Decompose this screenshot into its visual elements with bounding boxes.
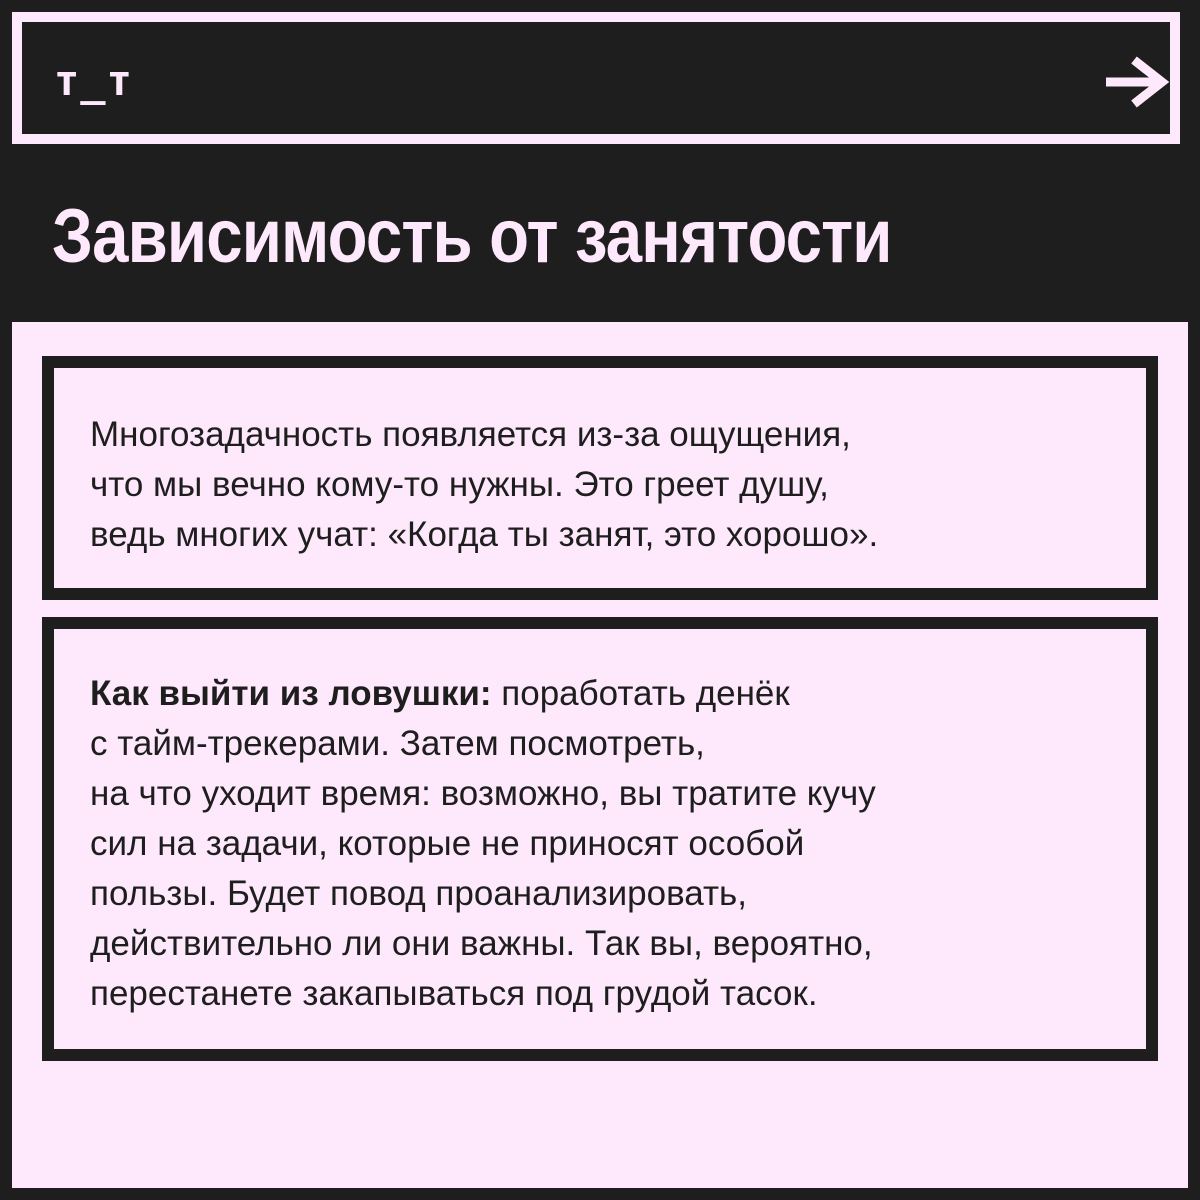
tip-line: пользы. Будет повод проанализировать, — [90, 874, 747, 913]
top-bar — [12, 12, 1180, 144]
tip-line: действительно ли они важны. Так вы, вероятно, — [90, 924, 873, 963]
tip-line: сил на задачи, которые не приносят особой — [90, 824, 805, 863]
tip-card — [42, 617, 1158, 1061]
tip-line: с тайм-трекерами. Затем посмотреть, — [90, 724, 705, 763]
arrow-right-icon[interactable] — [1100, 52, 1170, 112]
intro-line: что мы вечно кому-то нужны. Это греет душу, — [90, 465, 829, 504]
intro-card — [42, 356, 1158, 600]
page-title: Зависимость от занятости — [52, 194, 892, 279]
tip-line: на что уходит время: возможно, вы тратите кучу — [90, 774, 876, 813]
tip-lead-bold: Как выйти из ловушки: — [90, 674, 492, 713]
tip-lead-rest: поработать денёк — [491, 674, 790, 713]
tip-line: перестанете закапываться под грудой тасок. — [90, 974, 818, 1013]
intro-line: Многозадачность появляется из-за ощущения, — [90, 415, 851, 454]
intro-line: ведь многих учат: «Когда ты занят, это хорошо». — [90, 515, 879, 554]
tip-lead-line — [90, 669, 1146, 719]
content-area — [12, 322, 1188, 1188]
logo: т_т — [54, 56, 133, 105]
